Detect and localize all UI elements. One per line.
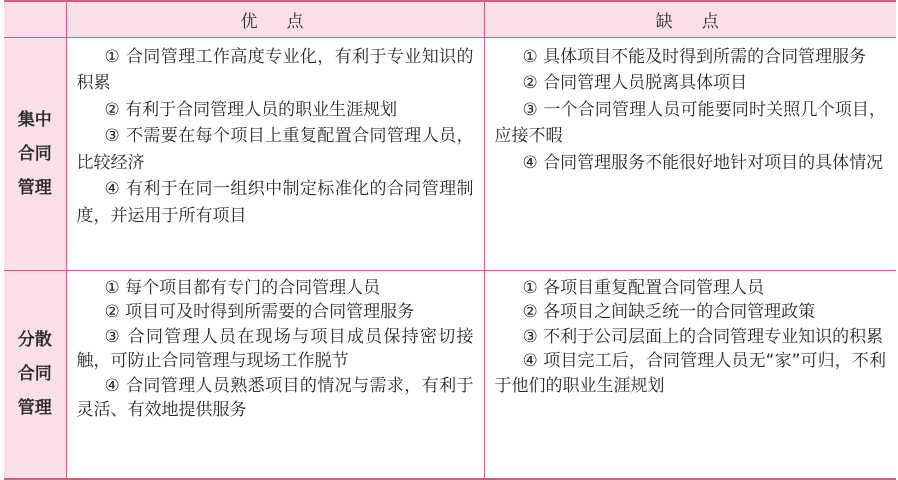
table-row-decentralized xyxy=(4,270,896,479)
header-disadvantages: 缺 点 xyxy=(484,1,896,37)
list-item: ① 合同管理工作高度专业化，有利于专业知识的积累 xyxy=(76,46,474,93)
list-item: ① 每个项目都有专门的合同管理人员 xyxy=(104,277,381,298)
table-row-centralized xyxy=(4,37,896,270)
list-item: ④ 合同管理服务不能很好地针对项目的具体情况 xyxy=(522,152,884,173)
list-item: ② 各项目之间缺乏统一的合同管理政策 xyxy=(522,302,816,322)
list-item: ③ 一个合同管理人员可能要同时关照几个项目，应接不暇 xyxy=(494,99,886,146)
centralized-advantages-cell xyxy=(66,37,484,270)
row-label-line: 合同 xyxy=(17,364,52,384)
row-label-line: 管理 xyxy=(17,177,52,198)
list-item: ① 具体项目不能及时得到所需的合同管理服务 xyxy=(522,46,867,67)
comparison-table-container xyxy=(4,0,896,468)
row-label-line: 分散 xyxy=(17,330,52,350)
decentralized-disadvantages-cell xyxy=(484,270,896,479)
list-item: ① 各项目重复配置合同管理人员 xyxy=(522,277,765,298)
list-item: ④ 项目完工后，合同管理人员无“家”可归，不利于他们的职业生涯规划 xyxy=(494,351,886,396)
row-label-line: 合同 xyxy=(17,143,52,164)
list-item: ③ 不需要在每个项目上重复配置合同管理人员，比较经济 xyxy=(76,126,474,173)
comparison-table xyxy=(4,0,896,480)
list-item: ③ 合同管理人员在现场与项目成员保持密切接触，可防止合同管理与现场工作脱节 xyxy=(76,326,474,371)
decentralized-advantages-cell xyxy=(66,270,484,479)
row-label-line: 集中 xyxy=(17,109,52,130)
list-item: ④ 合同管理人员熟悉项目的情况与需求，有利于灵活、有效地提供服务 xyxy=(76,375,474,420)
header-corner-cell xyxy=(4,1,66,37)
row-label-line: 管理 xyxy=(17,398,52,418)
centralized-disadvantages-cell xyxy=(484,37,896,270)
table-header-row xyxy=(4,1,896,37)
row-label-centralized xyxy=(4,37,66,270)
list-item: ② 合同管理人员脱离具体项目 xyxy=(522,73,748,93)
list-item: ② 项目可及时得到所需要的合同管理服务 xyxy=(104,302,415,322)
header-advantages: 优 点 xyxy=(66,1,484,37)
list-item: ② 有利于合同管理人员的职业生涯规划 xyxy=(104,99,398,120)
list-item: ④ 有利于在同一组织中制定标准化的合同管理制度，并运用于所有项目 xyxy=(76,179,474,226)
list-item: ③ 不利于公司层面上的合同管理专业知识的积累 xyxy=(522,326,884,347)
row-label-decentralized xyxy=(4,270,66,479)
